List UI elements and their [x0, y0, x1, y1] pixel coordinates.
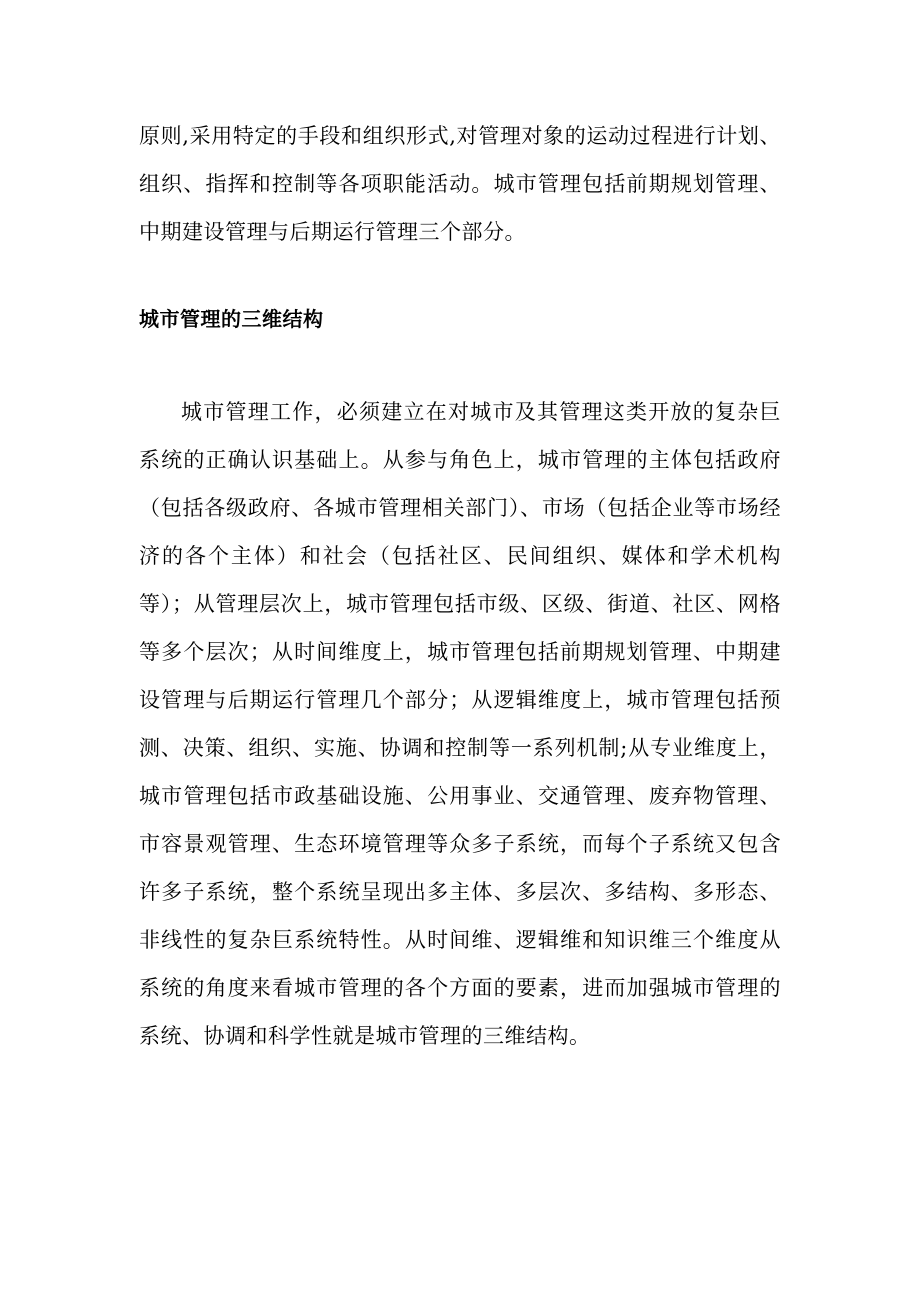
body-paragraph: 城市管理工作，必须建立在对城市及其管理这类开放的复杂巨系统的正确认识基础上。从参与角色上，城市管理的主体包括政府（包括各级政府、各城市管理相关部门）、市场（包括企业等市场经济的各个主体）和社会（包括社区、民间组织、媒体和学术机构等）；从管理层次上，城市管理包括市级、区级、街道、社区、网格等多个层次；从时间维度上，城市管理包括前期规划管理、中期建设管理与后期运行管理几个部分；从逻辑维度上，城市管理包括预测、决策、组织、实施、协调和控制等一系列机制;从专业维度上，城市管理包括市政基础设施、公用事业、交通管理、废弃物管理、市容景观管理、生态环境管理等众多子系统，而每个子系统又包含许多子系统，整个系统呈现出多主体、多层次、多结构、多形态、非线性的复杂巨系统特性。从时间维、逻辑维和知识维三个维度从系统的角度来看城市管理的各个方面的要素，进而加强城市管理的系统、协调和科学性就是城市管理的三维结构。 [139, 400, 781, 1048]
intro-paragraph: 原则,采用特定的手段和组织形式,对管理对象的运动过程进行计划、组织、指挥和控制等各项职能活动。城市管理包括前期规划管理、中期建设管理与后期运行管理三个部分。 [139, 124, 781, 244]
document-page [139, 112, 781, 1060]
section-heading: 城市管理的三维结构 [139, 307, 324, 331]
